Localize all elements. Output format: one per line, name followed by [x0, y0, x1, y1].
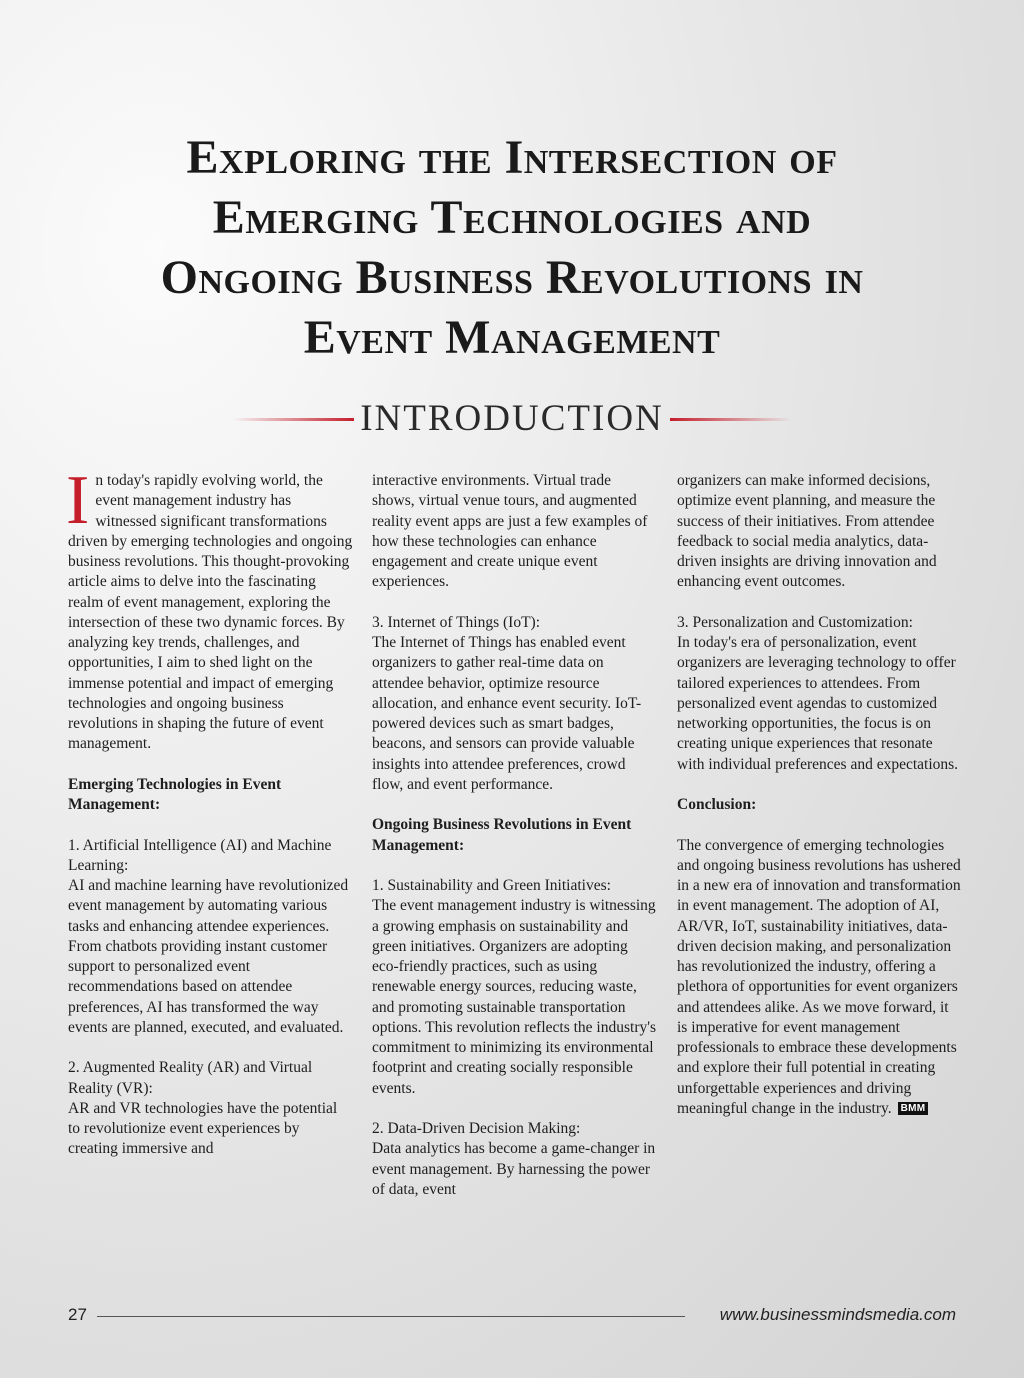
- page-title: [40, 128, 984, 368]
- title-line-3: Ongoing Business Revolutions in: [160, 251, 864, 304]
- item-title: 3. Internet of Things (IoT):: [372, 613, 541, 631]
- footer-rule: [97, 1316, 685, 1317]
- intro-paragraph: [66, 462, 353, 755]
- title-line-1: Exploring the Intersection of: [186, 131, 838, 184]
- item-body: AI and machine learning have revolutionized event management by automating various tasks and enhancing attendee experiences. From chatbots providing instant customer support to personalized event recommendations based on attendee preferences, AI has transformed the way events are planned, executed, and evaluated.: [68, 877, 349, 1036]
- article-column-1: [66, 462, 353, 1160]
- item-body: Data analytics has become a game-changer in event management. By harnessing the power of data, event: [372, 1140, 656, 1198]
- item-title: 1. Artificial Intelligence (AI) and Machine Learning:: [68, 836, 332, 874]
- item-body: In today's era of personalization, event organizers are leveraging technology to offer tailored experiences to attendees. From personalized event agendas to customized networking opportunities, the focus is on creating unique experiences that resonate with individual preferences and expectations.: [677, 634, 959, 773]
- item-body: The event management industry is witnessing a growing emphasis on sustainability and green initiatives. Organizers are adopting eco-friendly practices, such as using renewable energy sources, reducing waste, and promoting sustainable transportation options. This revolution reflects the industry's commitment to minimizing its environmental footprint and creating socially responsible events.: [372, 897, 657, 1097]
- article-column-2: [372, 471, 657, 1200]
- item-body: AR and VR technologies have the potential to revolutionize event experiences by creating immersive and: [68, 1099, 338, 1158]
- footer-url: www.businessmindsmedia.com: [719, 1305, 956, 1324]
- section-heading-bar: [232, 396, 792, 442]
- page-number: 27: [68, 1305, 87, 1324]
- conclusion-paragraph: [677, 836, 962, 1120]
- intro-text: n today's rapidly evolving world, the event management industry has witnessed significant transformations driven by emerging technologies and ongoing business revolutions. This thought-provoking article aims to delve into the fascinating realm of event management, exploring the intersection of these two dynamic forces. By analyzing key trends, challenges, and opportunities, I aim to shed light on the immense potential and impact of emerging technologies and ongoing business revolutions in shaping the future of event management.: [68, 472, 353, 753]
- article-column-3: [677, 471, 962, 1119]
- item-title: 2. Augmented Reality (AR) and Virtual Reality (VR):: [68, 1059, 313, 1097]
- section-heading: INTRODUCTION: [360, 398, 664, 439]
- divider-left: [232, 418, 354, 421]
- title-line-4: Event Management: [303, 311, 721, 364]
- divider-right: [670, 418, 792, 421]
- item-body: The Internet of Things has enabled event organizers to gather real-time data on attendee behavior, optimize resource allocation, and enhance event security. IoT-powered devices such as smart badges, beacons, and sensors can provide valuable insights into attendee preferences, crowd flow, and event performance.: [372, 634, 642, 793]
- drop-cap: I: [66, 462, 90, 539]
- title-line-2: Emerging Technologies and: [212, 191, 812, 244]
- conclusion-text: The convergence of emerging technologies and ongoing business revolutions has ushered in a new era of innovation and transformation in event management. The adoption of AI, AR/VR, IoT, sustainability initiatives, data-driven decision making, and personalization has revolutionized the industry, offering a plethora of opportunities for event organizers and attendees alike. As we move forward, it is imperative for event management professionals to embrace these developments and explore their full potential in creating unforgettable experiences and driving meaningful change in the industry.: [677, 836, 961, 1117]
- item-title: 1. Sustainability and Green Initiatives:: [372, 877, 611, 894]
- continued-paragraph: organizers can make informed decisions, optimize event planning, and measure the success of their initiatives. From attendee feedback to social media analytics, data-driven insights are driving innovation and enhancing event outcomes.: [677, 472, 937, 591]
- subheading-business-revolutions: Ongoing Business Revolutions in Event Management:: [372, 816, 632, 854]
- bmm-logo-badge: BMM: [898, 1102, 929, 1115]
- item-title: 3. Personalization and Customization:: [677, 613, 913, 631]
- continued-paragraph: interactive environments. Virtual trade shows, virtual venue tours, and augmented reality event apps are just a few examples of how these technologies can enhance engagement and create unique event experiences.: [372, 472, 648, 591]
- subheading-emerging-tech: Emerging Technologies in Event Management:: [68, 775, 282, 813]
- item-title: 2. Data-Driven Decision Making:: [372, 1120, 581, 1137]
- subheading-conclusion: Conclusion:: [677, 796, 757, 813]
